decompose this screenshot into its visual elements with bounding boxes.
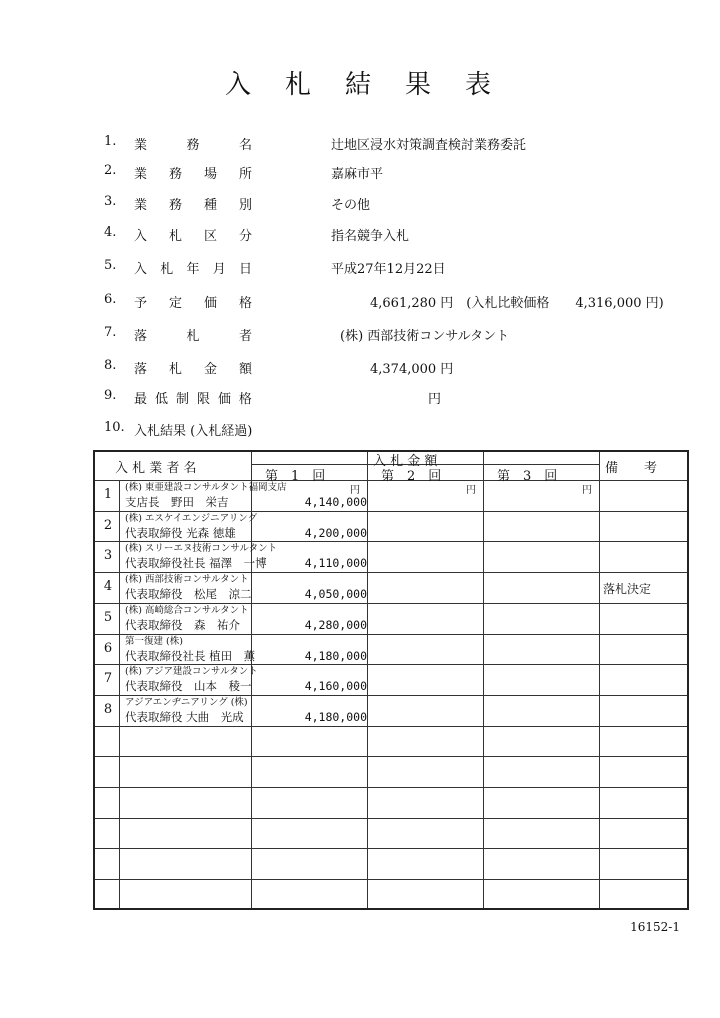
item-label-char: 年 (186, 262, 200, 277)
grid-line (599, 452, 600, 908)
item-label-char: 額 (238, 362, 252, 377)
item-label-char: 日 (238, 262, 252, 277)
item-9 (0, 388, 720, 408)
grid-line (95, 511, 687, 512)
item-label-char: 予 (134, 296, 148, 311)
item-number: 3. (104, 194, 117, 209)
row-number: 4 (103, 579, 113, 595)
grid-line (95, 756, 687, 757)
item-label-char: 務 (186, 138, 200, 153)
yen-mark-round-3: 円 (582, 485, 592, 496)
bidder-representative: 支店長 野田 栄吉 (125, 495, 229, 509)
grid-line (95, 695, 687, 696)
header-round-1: 第 1 回 (265, 469, 326, 484)
item-10 (0, 420, 720, 440)
item-label-char: 落 (134, 362, 148, 377)
bidder-firm-name: アジアエンヂニアリング (株) (125, 696, 248, 708)
item-label-char: 札 (186, 329, 200, 344)
grid-line (367, 452, 368, 908)
item-label-char: 入 (134, 262, 148, 277)
bid-amount-round-1: 4,050,000 (304, 587, 367, 602)
item-label: 入札結果 (入札経過) (134, 424, 253, 439)
item-label-char: 価 (203, 296, 217, 311)
header-round-3: 第 3 回 (497, 469, 558, 484)
bid-amount-round-1: 4,110,000 (304, 556, 367, 571)
item-label-char: 場 (203, 167, 217, 182)
grid-line (95, 879, 687, 880)
item-number: 8. (104, 358, 117, 373)
item-label-char: 格 (238, 392, 252, 407)
bidder-firm-name: (株) アジア建設コンサルタント (125, 666, 258, 678)
item-label-char: 札 (168, 229, 182, 244)
item-value: 円 (428, 392, 442, 407)
item-value: (株) 西部技術コンサルタント (340, 329, 510, 344)
bidder-representative: 代表取締役 森 祐介 (125, 617, 240, 632)
bidder-firm-name: (株) 東亜建設コンサルタント福岡支店 (125, 482, 287, 493)
row-number: 8 (103, 701, 113, 717)
row-number: 2 (103, 517, 113, 533)
bidder-firm-name: (株) エスケイエンジニアリング (125, 512, 258, 524)
grid-line (95, 572, 687, 573)
yen-mark-round-1: 円 (350, 485, 360, 496)
row-number: 7 (103, 671, 113, 687)
item-number: 7. (104, 325, 117, 340)
grid-line (483, 452, 484, 908)
item-label-char: 種 (203, 198, 217, 213)
bid-results-table (93, 450, 689, 910)
item-number: 5. (104, 258, 117, 273)
bid-amount-round-1: 4,160,000 (304, 679, 367, 694)
item-label (134, 163, 252, 182)
header-remarks: 備 考 (605, 461, 658, 476)
item-value: 嘉麻市平 (331, 167, 384, 182)
item-label-char: 落 (134, 329, 148, 344)
item-label-char: 札 (168, 362, 182, 377)
item-label-char: 務 (168, 167, 182, 182)
grid-line (95, 726, 687, 727)
item-number: 6. (104, 292, 117, 307)
item-number: 9. (104, 388, 117, 403)
item-label (134, 225, 252, 244)
bidder-representative: 代表取締役 山本 稜一 (125, 679, 252, 694)
item-label-char: 金 (203, 362, 217, 377)
item-label-char: 低 (154, 392, 168, 407)
item-4 (0, 225, 720, 245)
item-label-char: 別 (238, 198, 252, 213)
item-label-char: 所 (238, 167, 252, 182)
item-7 (0, 325, 720, 345)
item-label (134, 388, 252, 407)
bidder-firm-name: (株) スリーエヌ技術コンサルタント (125, 543, 278, 555)
item-label (134, 134, 252, 153)
remark-text: 落札決定 (603, 582, 652, 597)
bidder-representative: 代表取締役社長 福澤 一博 (125, 556, 267, 571)
grid-line (95, 848, 687, 849)
item-label-char: 区 (203, 229, 217, 244)
item-label-char: 札 (160, 262, 174, 277)
bid-amount-round-1: 4,180,000 (304, 648, 367, 663)
bidder-representative: 代表取締役 光森 徳雄 (125, 525, 236, 540)
bidder-firm-name: (株) 高崎総合コンサルタント (125, 604, 249, 616)
item-label-char: 分 (238, 229, 252, 244)
item-8 (0, 358, 720, 378)
item-2 (0, 163, 720, 183)
item-label-char: 制 (175, 392, 189, 407)
bidder-representative: 代表取締役 松尾 涼二 (125, 587, 252, 602)
item-1 (0, 134, 720, 154)
yen-mark-round-2: 円 (466, 485, 476, 496)
item-label-char: 者 (238, 329, 252, 344)
grid-line (95, 634, 687, 635)
item-label (134, 194, 252, 213)
item-label-char: 業 (134, 138, 148, 153)
item-number: 4. (104, 225, 117, 240)
bid-amount-round-1: 4,140,000 (304, 495, 367, 509)
row-number: 6 (103, 640, 113, 656)
item-label-char: 最 (134, 392, 148, 407)
bid-amount-round-1: 4,180,000 (304, 709, 367, 724)
item-label-char: 業 (134, 167, 148, 182)
item-value: 4,374,000 円 (370, 362, 454, 377)
bidder-representative: 代表取締役 大曲 光成 (125, 709, 244, 724)
item-label (134, 325, 252, 344)
item-label (134, 358, 252, 377)
item-label-char: 名 (238, 138, 252, 153)
item-label-char: 定 (168, 296, 182, 311)
item-number: 1. (104, 134, 117, 149)
item-label-char: 務 (168, 198, 182, 213)
header-bidder: 入 札 業 者 名 (115, 461, 197, 476)
header-amount: 入 札 金 額 (373, 454, 438, 469)
bidder-firm-name: (株) 西部技術コンサルタント (125, 574, 249, 586)
bidder-representative: 代表取締役社長 植田 薫 (125, 648, 256, 663)
item-label-char: 限 (196, 392, 210, 407)
row-number: 5 (103, 609, 113, 625)
item-value: 平成27年12月22日 (331, 262, 446, 277)
item-value: その他 (331, 198, 371, 213)
item-label-char: 入 (134, 229, 148, 244)
item-6 (0, 292, 720, 312)
item-label-char: 格 (238, 296, 252, 311)
row-number: 3 (103, 548, 113, 564)
item-label-char: 月 (212, 262, 226, 277)
item-label (134, 258, 252, 277)
bidder-firm-name: 第一復建 (株) (125, 635, 183, 647)
grid-line (95, 787, 687, 788)
page-title: 入札結果表 (224, 70, 525, 100)
document-code: 16152-1 (630, 920, 680, 934)
item-value: 4,661,280 円 (入札比較価格 4,316,000 円) (370, 296, 664, 311)
item-label-char: 価 (217, 392, 231, 407)
item-number: 2. (104, 163, 117, 178)
header-round-2: 第 2 回 (381, 469, 442, 484)
bid-amount-round-1: 4,200,000 (304, 525, 367, 540)
item-value: 辻地区浸水対策調査検討業務委託 (331, 138, 527, 153)
row-number: 1 (103, 487, 113, 502)
grid-line (95, 603, 687, 604)
item-label (134, 292, 252, 311)
item-3 (0, 194, 720, 214)
bid-amount-round-1: 4,280,000 (304, 617, 367, 632)
item-number: 10. (104, 420, 125, 435)
item-value: 指名競争入札 (331, 229, 410, 244)
item-label-char: 業 (134, 198, 148, 213)
item-5 (0, 258, 720, 278)
grid-line (95, 818, 687, 819)
